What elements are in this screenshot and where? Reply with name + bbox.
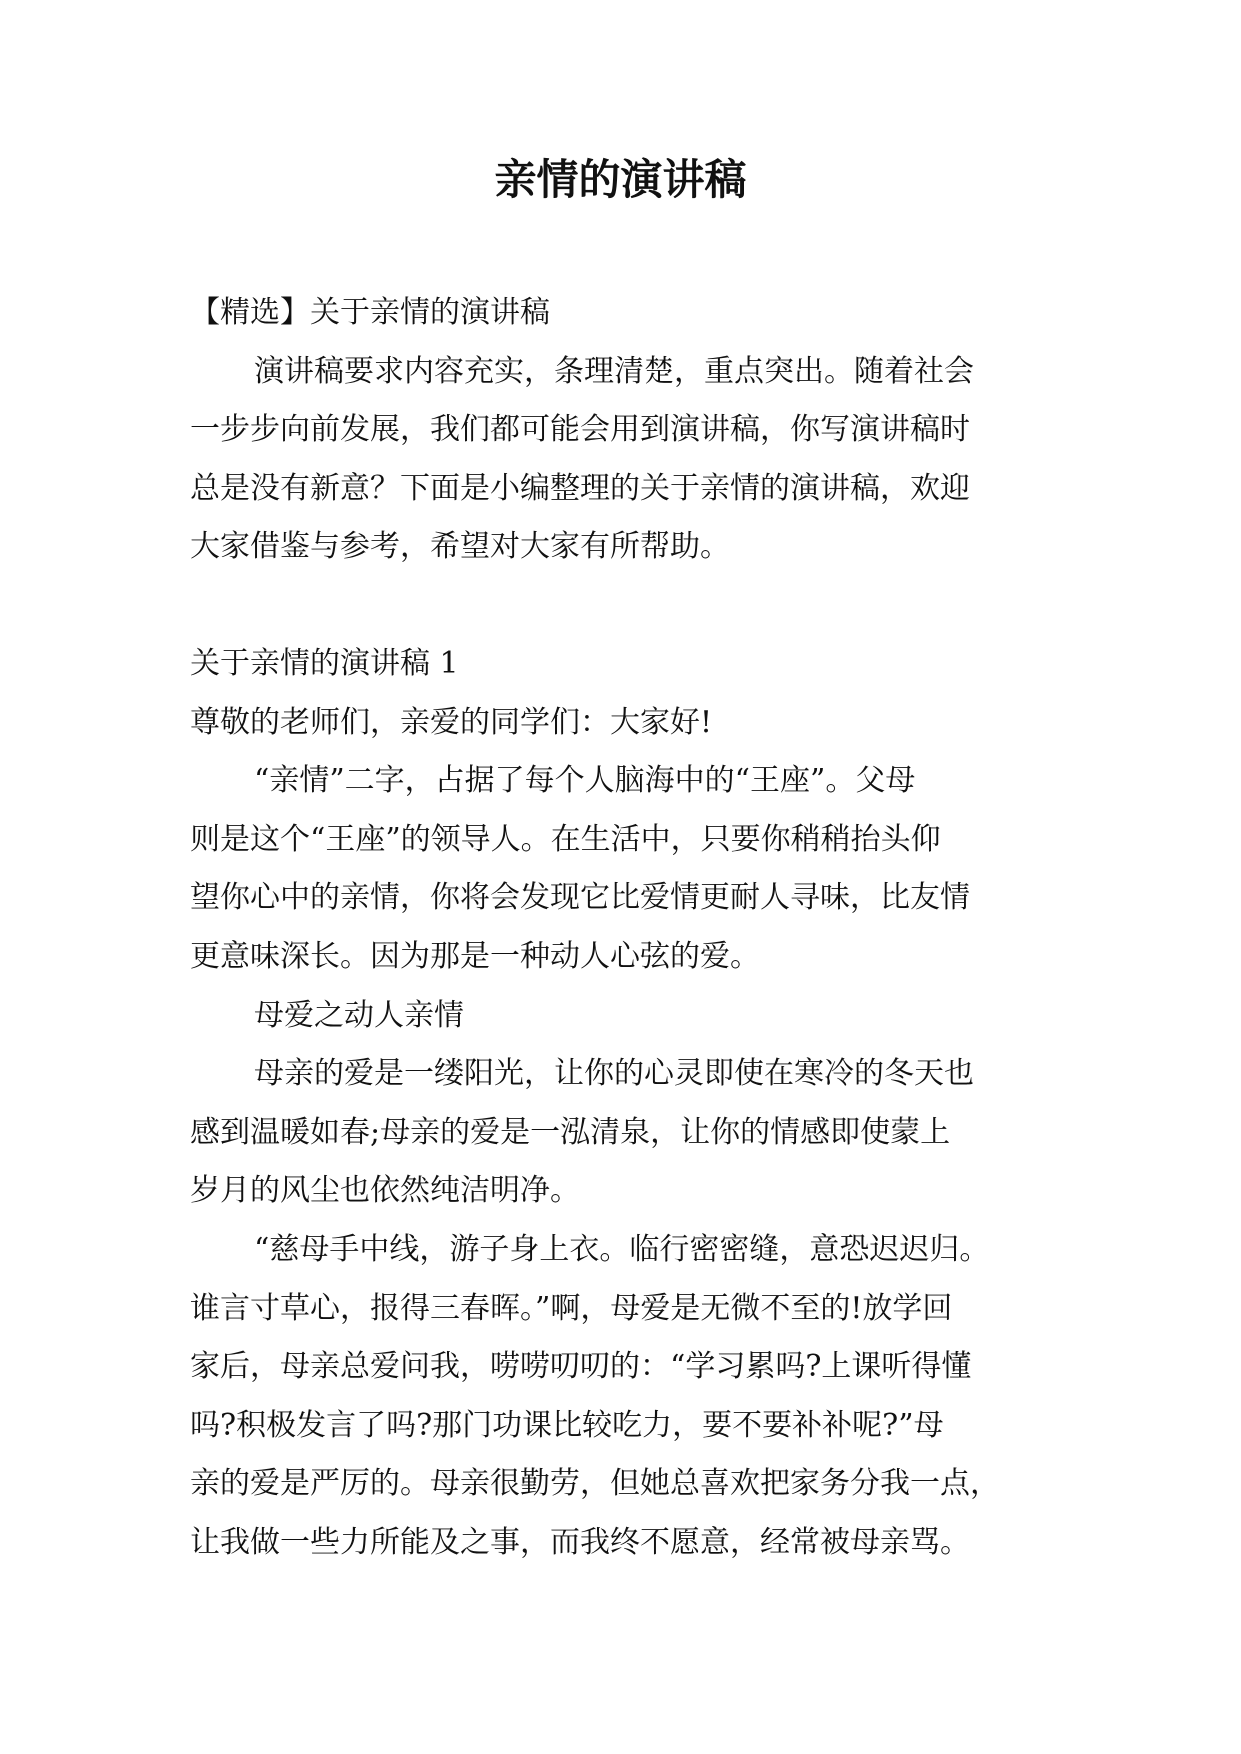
text-line: 【精选】关于亲情的演讲稿 (190, 295, 550, 330)
paragraph-gap (190, 577, 1060, 635)
document-title: 亲情的演讲稿 (494, 155, 747, 204)
text-line: 感到温暖如春;母亲的爱是一泓清泉，让你的情感即使蒙上 (190, 1114, 951, 1150)
text-line: “慈母手中线，游子身上衣。临行密密缝，意恐迟迟归。 (254, 1231, 990, 1267)
text-line: 母亲的爱是一缕阳光，让你的心灵即使在寒冷的冬天也 (254, 1056, 974, 1092)
document-body (190, 284, 1060, 1572)
text-line: 演讲稿要求内容充实，条理清楚，重点突出。随着社会 (254, 353, 974, 389)
text-line: 家后，母亲总爱问我，唠唠叨叨的：“学习累吗?上课听得懂 (190, 1349, 972, 1385)
text-line: 让我做一些力所能及之事，而我终不愿意，经常被母亲骂。 (190, 1524, 970, 1560)
text-line: 更意味深长。因为那是一种动人心弦的爱。 (190, 938, 760, 974)
text-line: “亲情”二字，占据了每个人脑海中的“王座”。父母 (254, 763, 916, 799)
text-line: 谁言寸草心，报得三春晖。”啊，母爱是无微不至的!放学回 (190, 1290, 953, 1326)
text-line: 大家借鉴与参考，希望对大家有所帮助。 (190, 529, 730, 565)
text-line: 则是这个“王座”的领导人。在生活中，只要你稍稍抬头仰 (190, 821, 941, 857)
text-line: 望你心中的亲情，你将会发现它比爱情更耐人寻味，比友情 (190, 880, 970, 916)
text-line: 岁月的风尘也依然纯洁明净。 (190, 1173, 580, 1209)
text-line: 一步步向前发展，我们都可能会用到演讲稿，你写演讲稿时 (190, 412, 970, 448)
text-line: 尊敬的老师们，亲爱的同学们：大家好! (190, 704, 713, 740)
text-line: 母爱之动人亲情 (254, 997, 464, 1033)
text-line: 吗?积极发言了吗?那门功课比较吃力，要不要补补呢?”母 (190, 1407, 944, 1443)
text-line: 总是没有新意？下面是小编整理的关于亲情的演讲稿，欢迎 (190, 470, 970, 506)
text-line: 亲的爱是严厉的。母亲很勤劳，但她总喜欢把家务分我一点， (190, 1466, 1000, 1502)
text-line: 关于亲情的演讲稿 1 (190, 645, 459, 681)
